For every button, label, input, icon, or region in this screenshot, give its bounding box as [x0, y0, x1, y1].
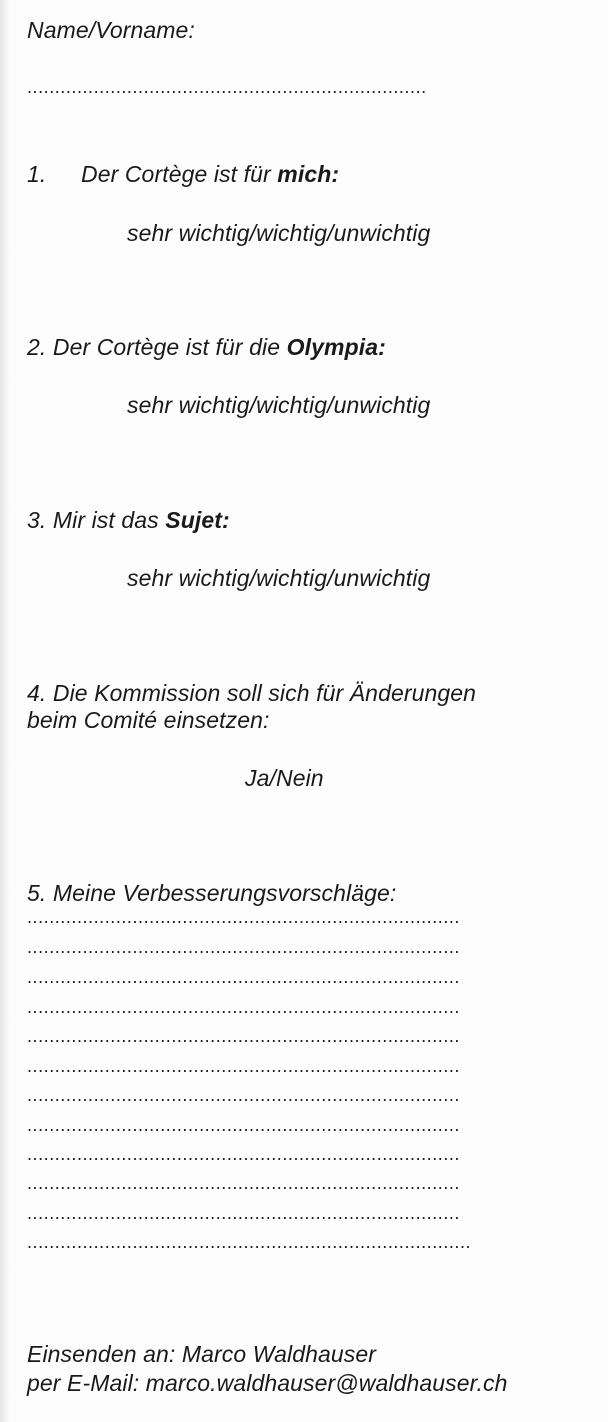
question-2-emphasis: Olympia: [286, 334, 386, 360]
question-3-text: 3. Mir ist das [27, 507, 166, 533]
suggestion-line[interactable]: .............................................................................. [27, 998, 460, 1016]
question-2 [27, 334, 386, 360]
question-4-line-2: beim Comité einsetzen: [27, 707, 270, 733]
suggestion-line[interactable]: .............................................................................. [27, 938, 460, 956]
question-2-text: 2. Der Cortège ist für die [27, 334, 287, 360]
suggestion-line[interactable]: .............................................................................. [27, 1116, 460, 1134]
suggestion-line[interactable]: .............................................................................. [27, 1027, 460, 1045]
name-label: Name/Vorname: [27, 17, 195, 43]
suggestion-line[interactable]: .............................................................................. [27, 908, 460, 926]
question-5-label: 5. Meine Verbesserungsvorschläge: [27, 880, 397, 906]
question-1 [27, 161, 339, 187]
suggestion-line[interactable]: ................................................................................ [27, 1233, 472, 1251]
question-3-options[interactable]: sehr wichtig/wichtig/unwichtig [127, 565, 431, 591]
question-4-line-1: 4. Die Kommission soll sich für Änderungen [27, 680, 477, 706]
email-text: per E-Mail: marco.waldhauser@waldhauser.ch [27, 1370, 508, 1396]
name-input-line[interactable]: ........................................................................ [27, 78, 427, 96]
question-3-emphasis: Sujet: [165, 507, 230, 533]
suggestion-line[interactable]: .............................................................................. [27, 968, 460, 986]
suggestion-line[interactable]: .............................................................................. [27, 1145, 460, 1163]
question-1-emphasis: mich: [277, 161, 340, 187]
suggestion-line[interactable]: .............................................................................. [27, 1174, 460, 1192]
suggestion-line[interactable]: .............................................................................. [27, 1204, 460, 1222]
question-2-options[interactable]: sehr wichtig/wichtig/unwichtig [127, 392, 431, 418]
question-4-options[interactable]: Ja/Nein [245, 765, 324, 791]
question-1-text: Der Cortège ist für [81, 161, 278, 187]
suggestion-line[interactable]: .............................................................................. [27, 1057, 460, 1075]
question-3 [27, 507, 230, 533]
send-to-text: Einsenden an: Marco Waldhauser [27, 1341, 377, 1367]
question-1-options[interactable]: sehr wichtig/wichtig/unwichtig [127, 220, 431, 246]
suggestion-line[interactable]: .............................................................................. [27, 1086, 460, 1104]
question-1-number: 1. [27, 161, 47, 187]
scan-edge-shadow [0, 0, 10, 1422]
